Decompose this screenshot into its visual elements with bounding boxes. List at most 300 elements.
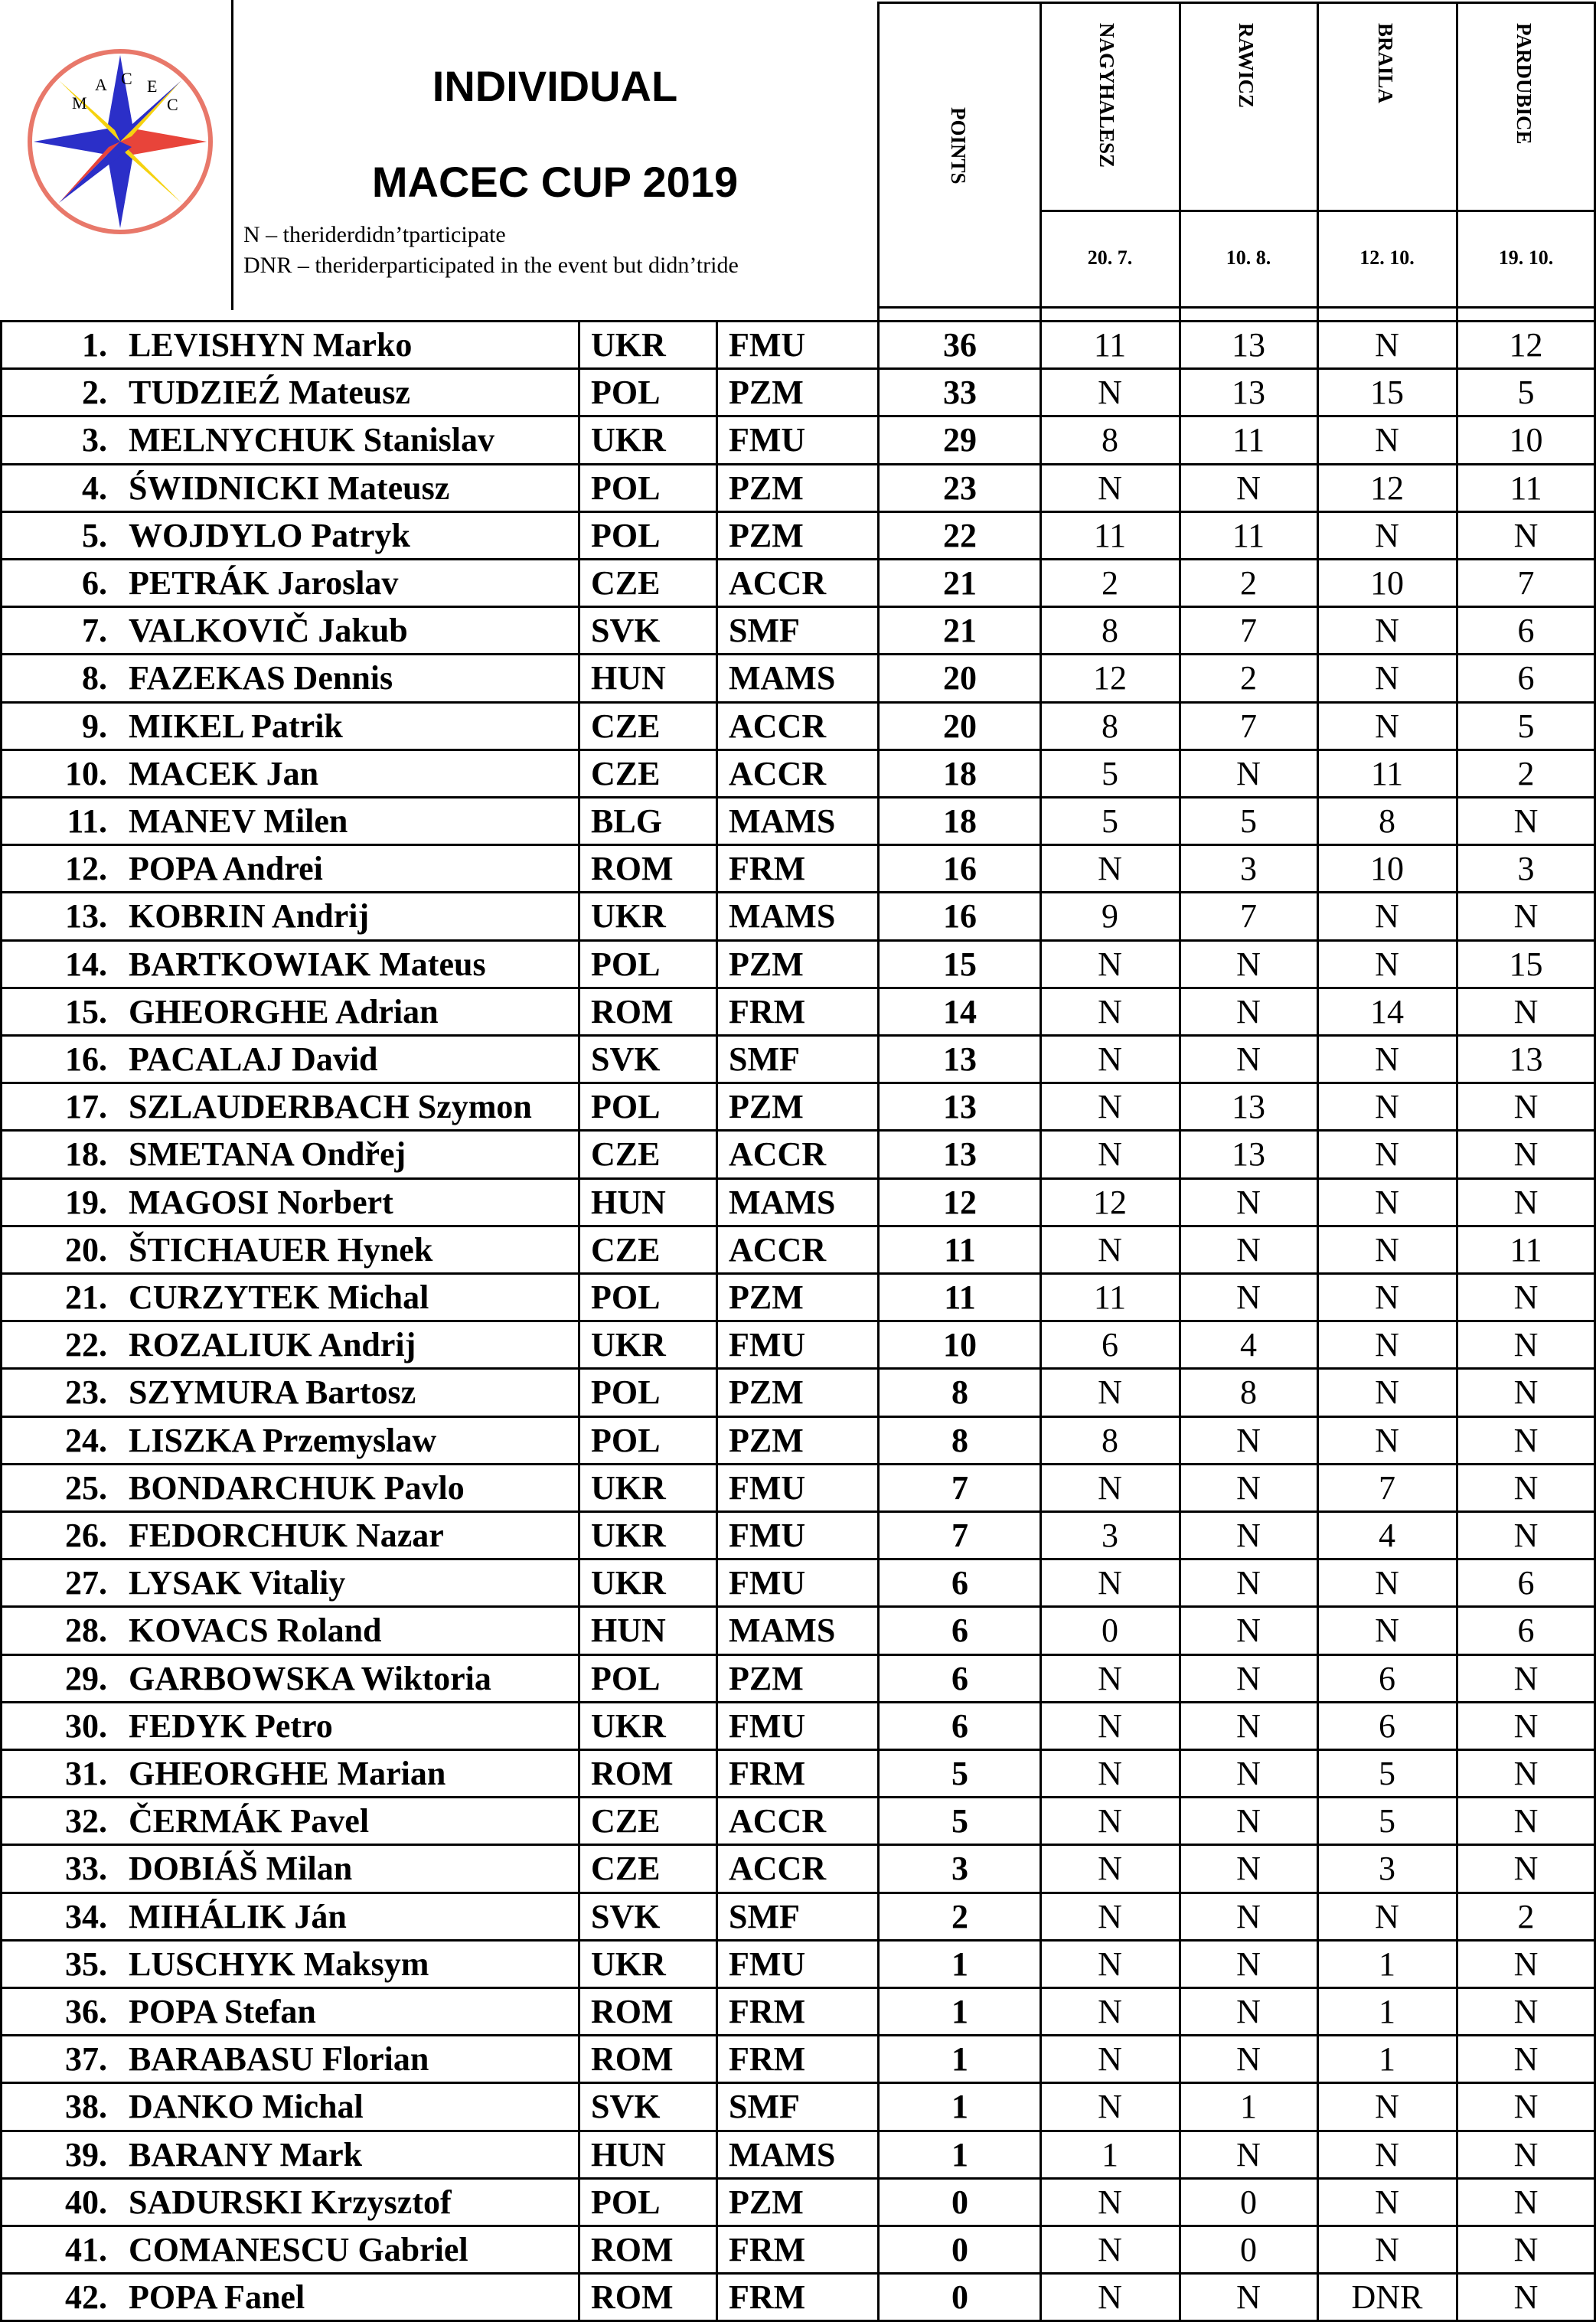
round-4-cell: 11 bbox=[1510, 469, 1542, 507]
federation-cell: FRM bbox=[729, 1755, 806, 1793]
rank-cell: 21. bbox=[65, 1279, 107, 1317]
table-row bbox=[0, 655, 1596, 701]
rider-name-cell: GHEORGHE Adrian bbox=[129, 992, 439, 1030]
nation-cell: HUN bbox=[591, 2135, 666, 2173]
rank-cell: 19. bbox=[65, 1183, 107, 1221]
round-2-cell: N bbox=[1236, 992, 1261, 1030]
rider-name-cell: SZYMURA Bartosz bbox=[129, 1373, 416, 1412]
round-3-cell: 3 bbox=[1379, 1850, 1395, 1888]
round-2-cell: N bbox=[1236, 1802, 1261, 1840]
round-2-cell: N bbox=[1236, 2278, 1261, 2317]
rider-name-cell: BARTKOWIAK Mateus bbox=[129, 945, 486, 983]
round-4-cell: 2 bbox=[1517, 754, 1535, 792]
event-header-3: BRAILA bbox=[1374, 23, 1397, 104]
round-1-cell: N bbox=[1098, 1468, 1122, 1507]
round-1-cell: 5 bbox=[1102, 802, 1118, 841]
rider-name-cell: BONDARCHUK Pavlo bbox=[129, 1468, 465, 1507]
federation-cell: FRM bbox=[729, 2040, 806, 2079]
round-2-cell: N bbox=[1236, 469, 1261, 507]
nation-cell: BLG bbox=[591, 802, 662, 841]
points-cell: 23 bbox=[943, 469, 977, 507]
round-4-cell: 6 bbox=[1517, 612, 1535, 650]
round-4-cell: N bbox=[1513, 2040, 1539, 2079]
rider-name-cell: KOBRIN Andrij bbox=[129, 897, 370, 936]
points-cell: 36 bbox=[943, 326, 977, 364]
round-1-cell: N bbox=[1098, 1373, 1122, 1412]
round-1-cell: 5 bbox=[1102, 754, 1118, 792]
rank-cell: 33. bbox=[65, 1850, 107, 1888]
page-title: INDIVIDUAL bbox=[432, 62, 678, 110]
rank-cell: 31. bbox=[65, 1755, 107, 1793]
round-3-cell: N bbox=[1375, 1612, 1399, 1650]
round-3-cell: 12 bbox=[1370, 469, 1404, 507]
round-1-cell: 12 bbox=[1093, 1183, 1127, 1221]
table-row bbox=[0, 1989, 1596, 2034]
round-3-cell: N bbox=[1375, 945, 1399, 983]
rank-cell: 24. bbox=[65, 1421, 107, 1459]
rider-name-cell: KOVACS Roland bbox=[129, 1612, 382, 1650]
round-3-cell: 10 bbox=[1370, 564, 1404, 603]
table-row bbox=[0, 893, 1596, 939]
round-2-cell: N bbox=[1236, 1183, 1261, 1221]
round-1-cell: N bbox=[1098, 1564, 1122, 1602]
rank-cell: 18. bbox=[65, 1135, 107, 1174]
federation-cell: FMU bbox=[729, 1945, 806, 1983]
round-1-cell: N bbox=[1098, 1802, 1122, 1840]
federation-cell: PZM bbox=[729, 1373, 804, 1412]
points-cell: 1 bbox=[951, 2088, 968, 2126]
rank-cell: 42. bbox=[65, 2278, 107, 2317]
round-2-cell: 7 bbox=[1240, 897, 1257, 936]
round-2-cell: 1 bbox=[1240, 2088, 1257, 2126]
round-2-cell: 5 bbox=[1240, 802, 1257, 841]
round-1-cell: N bbox=[1098, 1230, 1122, 1269]
round-1-cell: 9 bbox=[1102, 897, 1118, 936]
round-4-cell: 12 bbox=[1509, 326, 1543, 364]
table-row bbox=[0, 2036, 1596, 2082]
points-cell: 5 bbox=[951, 1802, 968, 1840]
round-4-cell: 2 bbox=[1517, 1897, 1535, 1935]
nation-cell: CZE bbox=[591, 707, 661, 745]
rider-name-cell: LYSAK Vitaliy bbox=[129, 1564, 346, 1602]
table-row bbox=[0, 322, 1596, 367]
rank-cell: 16. bbox=[65, 1040, 107, 1079]
logo-letter: M bbox=[72, 93, 87, 113]
table-row bbox=[0, 417, 1596, 462]
federation-cell: PZM bbox=[729, 516, 804, 554]
table-row bbox=[0, 1942, 1596, 1987]
rank-cell: 39. bbox=[65, 2135, 107, 2173]
rider-name-cell: POPA Stefan bbox=[129, 1993, 316, 2031]
round-1-cell: N bbox=[1098, 2231, 1122, 2269]
logo-letter: C bbox=[121, 69, 132, 88]
nation-cell: ROM bbox=[591, 992, 674, 1030]
rider-name-cell: DANKO Michal bbox=[129, 2088, 364, 2126]
rider-name-cell: PETRÁK Jaroslav bbox=[129, 564, 399, 603]
rank-cell: 9. bbox=[82, 707, 107, 745]
round-3-cell: N bbox=[1375, 1421, 1399, 1459]
round-4-cell: N bbox=[1513, 1706, 1539, 1745]
nation-cell: POL bbox=[591, 1279, 661, 1317]
round-3-cell: 5 bbox=[1379, 1802, 1395, 1840]
rank-cell: 38. bbox=[65, 2088, 107, 2126]
federation-cell: FMU bbox=[729, 1326, 806, 1364]
points-cell: 12 bbox=[943, 1183, 977, 1221]
round-4-cell: 10 bbox=[1509, 421, 1543, 459]
rider-name-cell: MIHÁLIK Ján bbox=[129, 1897, 347, 1935]
round-3-cell: N bbox=[1375, 897, 1399, 936]
rider-name-cell: FEDORCHUK Nazar bbox=[129, 1517, 444, 1555]
round-1-cell: 11 bbox=[1093, 1279, 1127, 1317]
header bbox=[0, 0, 1596, 322]
round-2-cell: 13 bbox=[1232, 1135, 1265, 1174]
table-row bbox=[0, 1418, 1596, 1463]
round-4-cell: N bbox=[1513, 1945, 1539, 1983]
round-4-cell: N bbox=[1513, 2135, 1539, 2173]
nation-cell: UKR bbox=[591, 1326, 666, 1364]
rank-cell: 35. bbox=[65, 1945, 107, 1983]
round-3-cell: DNR bbox=[1351, 2278, 1423, 2317]
table-row bbox=[0, 2227, 1596, 2272]
rider-name-cell: GHEORGHE Marian bbox=[129, 1755, 446, 1793]
points-cell: 33 bbox=[943, 374, 977, 412]
rider-name-cell: SMETANA Ondřej bbox=[129, 1135, 406, 1174]
nation-cell: UKR bbox=[591, 1517, 666, 1555]
points-cell: 2 bbox=[951, 1897, 968, 1935]
round-1-cell: 8 bbox=[1102, 421, 1118, 459]
legend-note-n: N – theriderdidn’tparticipate bbox=[243, 222, 506, 247]
round-4-cell: 6 bbox=[1517, 1612, 1535, 1650]
round-2-cell: 3 bbox=[1240, 850, 1257, 888]
table-row bbox=[0, 608, 1596, 653]
round-2-cell: N bbox=[1236, 1612, 1261, 1650]
nation-cell: HUN bbox=[591, 659, 666, 697]
points-cell: 1 bbox=[951, 1945, 968, 1983]
round-2-cell: 13 bbox=[1232, 1088, 1265, 1126]
round-2-cell: 4 bbox=[1240, 1326, 1257, 1364]
nation-cell: SVK bbox=[591, 612, 661, 650]
rider-name-cell: POPA Fanel bbox=[129, 2278, 305, 2317]
points-cell: 21 bbox=[943, 564, 977, 603]
rider-name-cell: POPA Andrei bbox=[129, 850, 323, 888]
round-4-cell: N bbox=[1513, 2231, 1539, 2269]
round-4-cell: N bbox=[1513, 1850, 1539, 1888]
round-3-cell: 11 bbox=[1370, 754, 1404, 792]
nation-cell: UKR bbox=[591, 1468, 666, 1507]
round-2-cell: N bbox=[1236, 1040, 1261, 1079]
round-1-cell: 0 bbox=[1102, 1612, 1118, 1650]
rank-cell: 7. bbox=[82, 612, 107, 650]
rank-cell: 32. bbox=[65, 1802, 107, 1840]
points-cell: 1 bbox=[951, 1993, 968, 2031]
round-2-cell: N bbox=[1236, 1850, 1261, 1888]
round-2-cell: N bbox=[1236, 754, 1261, 792]
round-1-cell: N bbox=[1098, 1135, 1122, 1174]
federation-cell: PZM bbox=[729, 1659, 804, 1697]
points-cell: 6 bbox=[951, 1659, 968, 1697]
nation-cell: UKR bbox=[591, 1706, 666, 1745]
round-2-cell: 11 bbox=[1232, 516, 1265, 554]
table-row bbox=[0, 1227, 1596, 1272]
round-3-cell: N bbox=[1375, 1373, 1399, 1412]
table-row bbox=[0, 1894, 1596, 1939]
round-3-cell: N bbox=[1375, 421, 1399, 459]
rider-name-cell: LEVISHYN Marko bbox=[129, 326, 413, 364]
rank-cell: 41. bbox=[65, 2231, 107, 2269]
round-4-cell: N bbox=[1513, 1088, 1539, 1126]
rider-name-cell: TUDZIEŹ Mateusz bbox=[129, 374, 410, 412]
nation-cell: SVK bbox=[591, 2088, 661, 2126]
federation-cell: FMU bbox=[729, 1564, 806, 1602]
round-2-cell: N bbox=[1236, 1993, 1261, 2031]
round-1-cell: N bbox=[1098, 850, 1122, 888]
table-row bbox=[0, 2132, 1596, 2177]
points-header: POINTS bbox=[947, 107, 970, 185]
event-date-2: 10. 8. bbox=[1226, 247, 1271, 269]
rider-name-cell: ROZALIUK Andrij bbox=[129, 1326, 416, 1364]
table-row bbox=[0, 1180, 1596, 1225]
round-1-cell: 11 bbox=[1093, 516, 1127, 554]
round-4-cell: 5 bbox=[1517, 374, 1535, 412]
round-4-cell: 7 bbox=[1517, 564, 1535, 603]
nation-cell: ROM bbox=[591, 2231, 674, 2269]
federation-cell: MAMS bbox=[729, 1612, 836, 1650]
federation-cell: PZM bbox=[729, 945, 804, 983]
round-4-cell: 5 bbox=[1517, 707, 1535, 745]
round-4-cell: N bbox=[1513, 1421, 1539, 1459]
rider-name-cell: PACALAJ David bbox=[129, 1040, 378, 1079]
round-3-cell: N bbox=[1375, 326, 1399, 364]
event-date-3: 12. 10. bbox=[1359, 247, 1415, 269]
nation-cell: ROM bbox=[591, 2040, 674, 2079]
federation-cell: ACCR bbox=[729, 1802, 827, 1840]
rider-name-cell: FEDYK Petro bbox=[129, 1706, 333, 1745]
rank-cell: 25. bbox=[65, 1468, 107, 1507]
federation-cell: MAMS bbox=[729, 659, 836, 697]
event-date-1: 20. 7. bbox=[1087, 247, 1133, 269]
points-cell: 0 bbox=[951, 2231, 968, 2269]
points-cell: 3 bbox=[951, 1850, 968, 1888]
points-cell: 29 bbox=[943, 421, 977, 459]
federation-cell: FMU bbox=[729, 421, 806, 459]
round-1-cell: 8 bbox=[1102, 612, 1118, 650]
table-row bbox=[0, 513, 1596, 558]
round-3-cell: N bbox=[1375, 1326, 1399, 1364]
federation-cell: ACCR bbox=[729, 1135, 827, 1174]
round-2-cell: 8 bbox=[1240, 1373, 1257, 1412]
rank-cell: 1. bbox=[82, 326, 107, 364]
round-3-cell: N bbox=[1375, 1564, 1399, 1602]
federation-cell: SMF bbox=[729, 2088, 800, 2126]
table-row bbox=[0, 2084, 1596, 2129]
round-2-cell: 2 bbox=[1240, 564, 1257, 603]
round-1-cell: 2 bbox=[1102, 564, 1118, 603]
rider-name-cell: DOBIÁŠ Milan bbox=[129, 1850, 353, 1888]
round-2-cell: 7 bbox=[1240, 612, 1257, 650]
table-row bbox=[0, 1751, 1596, 1796]
round-3-cell: N bbox=[1375, 1897, 1399, 1935]
round-4-cell: N bbox=[1513, 1802, 1539, 1840]
federation-cell: MAMS bbox=[729, 897, 836, 936]
rider-name-cell: SZLAUDERBACH Szymon bbox=[129, 1088, 532, 1126]
round-2-cell: N bbox=[1236, 1706, 1261, 1745]
federation-cell: FMU bbox=[729, 326, 806, 364]
nation-cell: CZE bbox=[591, 1850, 661, 1888]
round-3-cell: N bbox=[1375, 2135, 1399, 2173]
table-row bbox=[0, 465, 1596, 511]
round-2-cell: N bbox=[1236, 1659, 1261, 1697]
round-4-cell: N bbox=[1513, 1755, 1539, 1793]
points-cell: 6 bbox=[951, 1564, 968, 1602]
federation-cell: FRM bbox=[729, 1993, 806, 2031]
table-row bbox=[0, 989, 1596, 1034]
rank-cell: 29. bbox=[65, 1659, 107, 1697]
round-1-cell: 8 bbox=[1102, 1421, 1118, 1459]
federation-cell: PZM bbox=[729, 1279, 804, 1317]
federation-cell: SMF bbox=[729, 1040, 800, 1079]
rank-cell: 20. bbox=[65, 1230, 107, 1269]
round-1-cell: N bbox=[1098, 1993, 1122, 2031]
round-4-cell: N bbox=[1513, 516, 1539, 554]
federation-cell: PZM bbox=[729, 469, 804, 507]
nation-cell: CZE bbox=[591, 1135, 661, 1174]
federation-cell: SMF bbox=[729, 1897, 800, 1935]
nation-cell: ROM bbox=[591, 850, 674, 888]
rider-name-cell: BARANY Mark bbox=[129, 2135, 363, 2173]
table-row bbox=[0, 2275, 1596, 2320]
round-4-cell: N bbox=[1513, 2088, 1539, 2126]
round-2-cell: 11 bbox=[1232, 421, 1265, 459]
rank-cell: 17. bbox=[65, 1088, 107, 1126]
table-row bbox=[0, 846, 1596, 891]
points-cell: 0 bbox=[951, 2278, 968, 2317]
round-1-cell: N bbox=[1098, 1897, 1122, 1935]
round-4-cell: 6 bbox=[1517, 659, 1535, 697]
round-2-cell: N bbox=[1236, 1517, 1261, 1555]
points-cell: 1 bbox=[951, 2135, 968, 2173]
nation-cell: ROM bbox=[591, 1755, 674, 1793]
round-1-cell: N bbox=[1098, 1659, 1122, 1697]
table-row bbox=[0, 1798, 1596, 1844]
points-cell: 6 bbox=[951, 1612, 968, 1650]
table-row bbox=[0, 2180, 1596, 2225]
round-1-cell: 1 bbox=[1102, 2135, 1118, 2173]
round-3-cell: 10 bbox=[1370, 850, 1404, 888]
table-row bbox=[0, 370, 1596, 415]
round-4-cell: N bbox=[1513, 1373, 1539, 1412]
rider-name-cell: ŠTICHAUER Hynek bbox=[129, 1230, 433, 1269]
nation-cell: POL bbox=[591, 1421, 661, 1459]
round-4-cell: N bbox=[1513, 802, 1539, 841]
round-2-cell: N bbox=[1236, 1421, 1261, 1459]
round-3-cell: N bbox=[1375, 2088, 1399, 2126]
federation-cell: MAMS bbox=[729, 1183, 836, 1221]
rank-cell: 14. bbox=[65, 945, 107, 983]
nation-cell: UKR bbox=[591, 1564, 666, 1602]
federation-cell: FRM bbox=[729, 2231, 806, 2269]
round-3-cell: 6 bbox=[1379, 1706, 1395, 1745]
federation-cell: FMU bbox=[729, 1468, 806, 1507]
rank-cell: 30. bbox=[65, 1706, 107, 1745]
federation-cell: ACCR bbox=[729, 1230, 827, 1269]
federation-cell: ACCR bbox=[729, 1850, 827, 1888]
rank-cell: 23. bbox=[65, 1373, 107, 1412]
round-3-cell: N bbox=[1375, 1183, 1399, 1221]
rider-name-cell: MACEK Jan bbox=[129, 754, 319, 792]
points-cell: 18 bbox=[943, 802, 977, 841]
federation-cell: ACCR bbox=[729, 564, 827, 603]
federation-cell: ACCR bbox=[729, 707, 827, 745]
points-cell: 8 bbox=[951, 1421, 968, 1459]
round-1-cell: N bbox=[1098, 2278, 1122, 2317]
points-cell: 13 bbox=[943, 1040, 977, 1079]
points-cell: 15 bbox=[943, 945, 977, 983]
table-row bbox=[0, 1560, 1596, 1605]
round-2-cell: 13 bbox=[1232, 374, 1265, 412]
rank-cell: 3. bbox=[82, 421, 107, 459]
table-row bbox=[0, 1037, 1596, 1082]
points-cell: 7 bbox=[951, 1517, 968, 1555]
points-cell: 5 bbox=[951, 1755, 968, 1793]
round-4-cell: N bbox=[1513, 1135, 1539, 1174]
nation-cell: HUN bbox=[591, 1612, 666, 1650]
rider-name-cell: LISZKA Przemyslaw bbox=[129, 1421, 437, 1459]
round-2-cell: N bbox=[1236, 1945, 1261, 1983]
round-4-cell: N bbox=[1513, 1326, 1539, 1364]
nation-cell: POL bbox=[591, 1088, 661, 1126]
rank-cell: 2. bbox=[82, 374, 107, 412]
round-1-cell: N bbox=[1098, 2183, 1122, 2221]
rider-name-cell: MAGOSI Norbert bbox=[129, 1183, 393, 1221]
round-1-cell: N bbox=[1098, 945, 1122, 983]
nation-cell: UKR bbox=[591, 1945, 666, 1983]
legend-note-dnr: DNR – theriderparticipated in the event but didn’tride bbox=[243, 253, 739, 278]
round-3-cell: N bbox=[1375, 1279, 1399, 1317]
round-4-cell: 13 bbox=[1509, 1040, 1543, 1079]
federation-cell: PZM bbox=[729, 374, 804, 412]
round-4-cell: N bbox=[1513, 1659, 1539, 1697]
federation-cell: MAMS bbox=[729, 802, 836, 841]
divider bbox=[231, 0, 233, 310]
round-1-cell: 8 bbox=[1102, 707, 1118, 745]
rider-name-cell: ČERMÁK Pavel bbox=[129, 1802, 370, 1840]
round-3-cell: 1 bbox=[1379, 2040, 1395, 2079]
federation-cell: FRM bbox=[729, 850, 806, 888]
round-1-cell: 11 bbox=[1093, 326, 1127, 364]
table-row bbox=[0, 1322, 1596, 1367]
round-3-cell: N bbox=[1375, 1088, 1399, 1126]
round-4-cell: 3 bbox=[1517, 850, 1535, 888]
round-2-cell: N bbox=[1236, 1564, 1261, 1602]
macec-logo-icon bbox=[24, 46, 216, 237]
rank-cell: 12. bbox=[65, 850, 107, 888]
points-cell: 13 bbox=[943, 1135, 977, 1174]
points-cell: 20 bbox=[943, 707, 977, 745]
round-1-cell: 12 bbox=[1093, 659, 1127, 697]
table-row bbox=[0, 704, 1596, 749]
nation-cell: POL bbox=[591, 1373, 661, 1412]
rank-cell: 8. bbox=[82, 659, 107, 697]
table-row bbox=[0, 942, 1596, 987]
table-row bbox=[0, 798, 1596, 844]
round-2-cell: N bbox=[1236, 1897, 1261, 1935]
federation-cell: FRM bbox=[729, 2278, 806, 2317]
table-row bbox=[0, 1656, 1596, 1701]
round-1-cell: N bbox=[1098, 469, 1122, 507]
federation-cell: PZM bbox=[729, 2183, 804, 2221]
rank-cell: 11. bbox=[67, 802, 107, 841]
round-2-cell: 0 bbox=[1240, 2231, 1257, 2269]
